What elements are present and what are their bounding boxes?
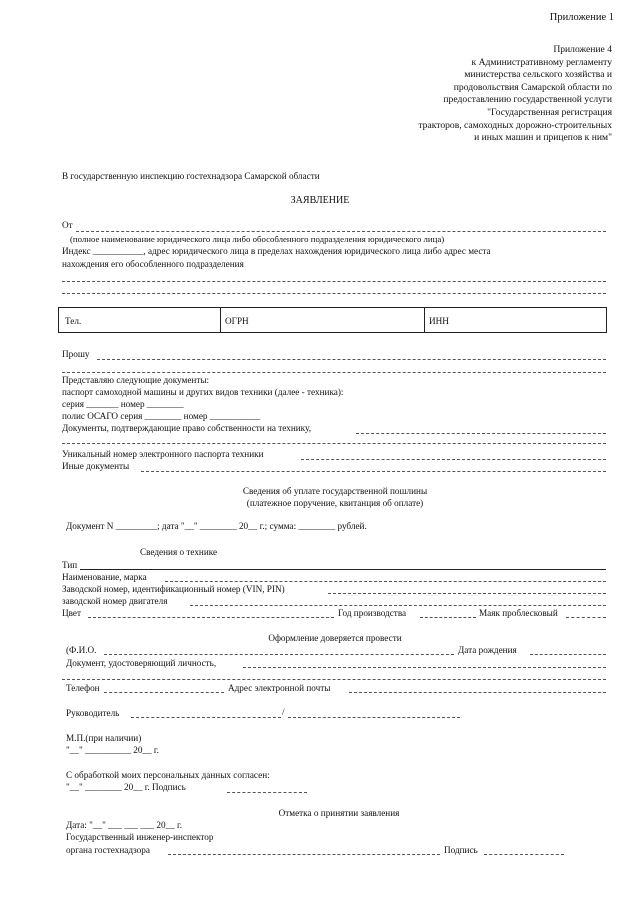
inspector-label: Государственный инженер-инспектор xyxy=(66,832,214,842)
index-line-2: нахождения его обособленного подразделения xyxy=(62,259,244,269)
tech-color-label: Цвет xyxy=(62,608,82,618)
other-docs-field[interactable] xyxy=(141,471,606,472)
email-field[interactable] xyxy=(349,692,606,693)
appendix-4-line: министерства сельского хозяйства и xyxy=(464,69,612,81)
appendix-4-line: "Государственная регистрация xyxy=(487,106,612,118)
tel-cell[interactable] xyxy=(58,307,221,333)
addressee: В государственную инспекцию гостехнадзора Самарской области xyxy=(62,171,320,181)
id-doc-label: Документ, удостоверяющий личность, xyxy=(66,658,217,668)
tech-color-field[interactable] xyxy=(88,617,334,618)
head-signature-field[interactable] xyxy=(131,717,281,718)
phone-label: Телефон xyxy=(66,683,100,693)
inn-cell[interactable] xyxy=(424,307,607,333)
appendix-4-line: и иных машин и прицепов к ним" xyxy=(474,132,612,144)
appendix-4-line: предоставлению государственной услуги xyxy=(443,94,612,106)
prosu-line-2[interactable] xyxy=(62,372,606,373)
tech-year-label: Год производства xyxy=(338,608,407,618)
birth-date-label: Дата рождения xyxy=(458,645,517,655)
tech-engine-field[interactable] xyxy=(190,605,606,606)
ownership-label: Документы, подтверждающие право собственности на технику, xyxy=(62,423,311,433)
id-doc-field[interactable] xyxy=(243,667,606,668)
fee-subtitle: (платежное поручение, квитанция об оплате) xyxy=(246,498,424,508)
head-slash: / xyxy=(282,707,285,717)
inspector-org-field[interactable] xyxy=(168,854,440,855)
fee-title: Сведения об уплате государственной пошлины xyxy=(242,486,428,496)
fio-label: (Ф.И.О. xyxy=(66,645,97,655)
address-line-1[interactable] xyxy=(62,281,606,282)
inspector-signature-field[interactable] xyxy=(484,854,564,855)
accept-date[interactable]: Дата: "__" ___ ___ ___ 20__ г. xyxy=(66,820,183,830)
passport-line: паспорт самоходной машины и других видов техники (далее - техника): xyxy=(62,387,344,397)
accept-title: Отметка о принятии заявления xyxy=(278,808,400,818)
tech-vin-field[interactable] xyxy=(328,593,606,594)
appendix-4-line: Приложение 4 xyxy=(553,44,612,55)
tech-year-field[interactable] xyxy=(420,617,476,618)
consent-date[interactable]: "__" ________ 20__ г. Подпись xyxy=(66,782,186,792)
appendix-1-label: Приложение 1 xyxy=(549,12,614,23)
ogrn-cell[interactable] xyxy=(220,307,425,333)
prosu-field[interactable] xyxy=(97,359,606,360)
other-docs-label: Иные документы xyxy=(62,461,130,471)
page-title: ЗАЯВЛЕНИЕ xyxy=(290,195,350,206)
tech-type-label: Тип xyxy=(62,560,78,570)
from-label: От xyxy=(62,220,73,230)
address-line-2[interactable] xyxy=(62,293,606,294)
head-name-field[interactable] xyxy=(288,717,460,718)
electronic-passport-label: Уникальный номер электронного паспорта техники xyxy=(62,449,264,459)
stamp-label: М.П.(при наличии) xyxy=(66,733,142,743)
appendix-4-line: тракторов, самоходных дорожно-строительных xyxy=(418,119,612,131)
electronic-passport-field[interactable] xyxy=(301,459,606,460)
from-hint: (полное наименование юридического лица либо обособленного подразделения юридического лица) xyxy=(70,234,445,244)
tech-engine-label: заводской номер двигателя xyxy=(62,596,168,606)
consent-label: С обработкой моих персональных данных согласен: xyxy=(66,770,270,780)
ownership-line-2[interactable] xyxy=(62,443,606,444)
tech-beacon-field[interactable] xyxy=(566,617,606,618)
fio-field[interactable] xyxy=(104,654,454,655)
tech-name-label: Наименование, марка xyxy=(62,572,147,582)
from-field[interactable] xyxy=(76,231,606,232)
appendix-4-line: продовольствия Самарской области по xyxy=(453,81,612,93)
birth-date-field[interactable] xyxy=(530,654,606,655)
stamp-date[interactable]: "__" __________ 20__ г. xyxy=(66,745,159,755)
ownership-field[interactable] xyxy=(356,433,606,434)
inn-label: ИНН xyxy=(429,316,449,326)
prosu-label: Прошу xyxy=(62,349,90,359)
appendix-4-block xyxy=(418,44,612,145)
id-doc-line-2[interactable] xyxy=(62,679,606,680)
osago-line[interactable]: полис ОСАГО серия ________ номер ___________ xyxy=(62,411,261,421)
ogrn-label: ОГРН xyxy=(225,316,249,326)
index-line-1: Индекс ___________, адрес юридического лица в пределах нахождения юридического лица либо адрес места xyxy=(62,246,491,256)
email-label: Адрес электронной почты xyxy=(228,683,331,693)
tech-title: Сведения о технике xyxy=(140,547,218,557)
phone-field[interactable] xyxy=(104,692,224,693)
consent-signature-field[interactable] xyxy=(227,792,307,793)
tech-beacon-label: Маяк проблесковый xyxy=(479,608,558,618)
series-line[interactable]: серия _______ номер ________ xyxy=(62,399,184,409)
appendix-4-line: к Административному регламенту xyxy=(471,56,612,68)
tech-name-field[interactable] xyxy=(165,581,606,582)
inspector-org-label: органа гостехнадзора xyxy=(66,845,150,855)
tech-vin-label: Заводской номер, идентификационный номер (VIN, PIN) xyxy=(62,584,285,594)
tech-type-field[interactable] xyxy=(80,569,606,570)
fee-line[interactable]: Документ N _________; дата "__" ________ 20__ г.; сумма: ________ рублей. xyxy=(66,521,367,531)
docs-header: Представляю следующие документы: xyxy=(62,375,210,385)
signature-label: Подпись xyxy=(444,845,478,855)
head-label: Руководитель xyxy=(66,708,120,718)
tel-label: Тел. xyxy=(65,316,82,326)
proxy-title: Оформление доверяется провести xyxy=(268,633,402,643)
